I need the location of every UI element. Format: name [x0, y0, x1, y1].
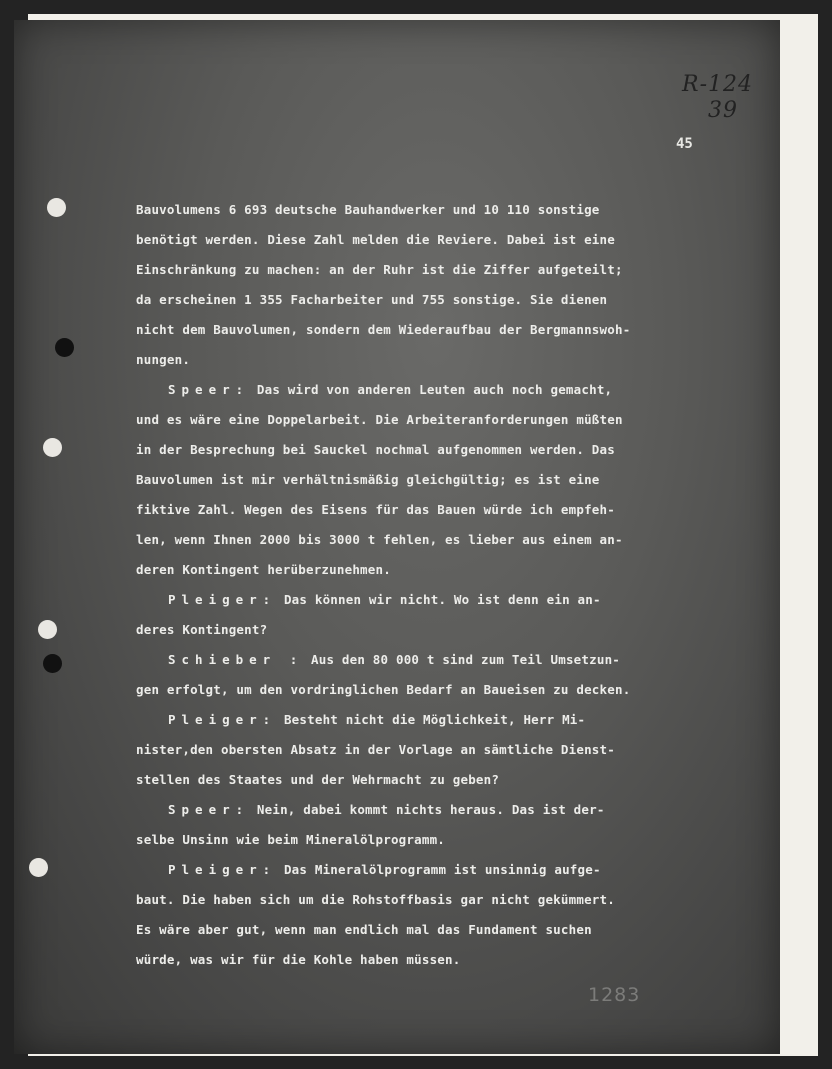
text-line: [136, 255, 711, 285]
handwritten-reference: R-124: [682, 72, 753, 97]
punch-hole: [29, 858, 48, 877]
line-text: baut. Die haben sich um die Rohstoffbasis gar nicht gekümmert.: [136, 892, 615, 907]
text-line: [136, 825, 711, 855]
line-text: Das wird von anderen Leuten auch noch gemacht,: [256, 382, 613, 397]
text-line: [136, 345, 711, 375]
text-line: [136, 765, 711, 795]
line-text: nicht dem Bauvolumen, sondern dem Wiederaufbau der Bergmannswoh-: [136, 322, 631, 337]
text-line: [136, 435, 711, 465]
line-text: selbe Unsinn wie beim Mineralölprogramm.: [136, 832, 446, 847]
text-line: [136, 795, 711, 825]
line-text: len, wenn Ihnen 2000 bis 3000 t fehlen, es lieber aus einem an-: [136, 532, 623, 547]
text-line: [136, 525, 711, 555]
speaker-name: Pleiger:: [168, 862, 277, 877]
text-line: [136, 195, 711, 225]
line-text: Besteht nicht die Möglichkeit, Herr Mi-: [283, 712, 586, 727]
punch-hole: [43, 438, 62, 457]
text-line: [136, 615, 711, 645]
text-line: [136, 495, 711, 525]
text-line: [136, 585, 711, 615]
line-text: deren Kontingent herüberzunehmen.: [136, 562, 391, 577]
line-text: in der Besprechung bei Sauckel nochmal aufgenommen werden. Das: [136, 442, 615, 457]
line-text: da erscheinen 1 355 Facharbeiter und 755 sonstige. Sie dienen: [136, 292, 608, 307]
line-text: nister,den obersten Absatz in der Vorlage an sämtliche Dienst-: [136, 742, 615, 757]
line-text: Es wäre aber gut, wenn man endlich mal das Fundament suchen: [136, 922, 592, 937]
text-line: [136, 855, 711, 885]
document-body: [136, 195, 711, 975]
speaker-name: Speer:: [168, 382, 250, 397]
line-text: gen erfolgt, um den vordringlichen Bedarf an Baueisen zu decken.: [136, 682, 631, 697]
line-text: Bauvolumens 6 693 deutsche Bauhandwerker und 10 110 sonstige: [136, 202, 600, 217]
line-text: stellen des Staates und der Wehrmacht zu geben?: [136, 772, 500, 787]
punch-hole: [47, 198, 66, 217]
line-text: Nein, dabei kommt nichts heraus. Das ist der-: [256, 802, 605, 817]
text-line: [136, 885, 711, 915]
text-line: [136, 465, 711, 495]
text-line: [136, 225, 711, 255]
speaker-name: Pleiger:: [168, 592, 277, 607]
line-text: fiktive Zahl. Wegen des Eisens für das Bauen würde ich empfeh-: [136, 502, 615, 517]
line-text: deres Kontingent?: [136, 622, 268, 637]
speaker-name: Schieber :: [168, 652, 304, 667]
line-text: Einschränkung zu machen: an der Ruhr ist die Ziffer aufgeteilt;: [136, 262, 623, 277]
text-line: [136, 945, 711, 975]
line-text: benötigt werden. Diese Zahl melden die Reviere. Dabei ist eine: [136, 232, 615, 247]
speaker-name: Speer:: [168, 802, 250, 817]
line-text: Bauvolumen ist mir verhältnismäßig gleichgültig; es ist eine: [136, 472, 600, 487]
speaker-name: Pleiger:: [168, 712, 277, 727]
line-text: Das können wir nicht. Wo ist denn ein an-: [283, 592, 601, 607]
text-line: [136, 285, 711, 315]
line-text: Aus den 80 000 t sind zum Teil Umsetzun-: [311, 652, 621, 667]
page-stamp-number: 1283: [588, 984, 641, 1006]
line-text: nungen.: [136, 352, 191, 367]
line-text: Das Mineralölprogramm ist unsinnig aufge-: [283, 862, 601, 877]
text-line: [136, 555, 711, 585]
text-line: [136, 705, 711, 735]
text-line: [136, 735, 711, 765]
text-line: [136, 405, 711, 435]
text-line: [136, 315, 711, 345]
line-text: und es wäre eine Doppelarbeit. Die Arbeiteranforderungen müßten: [136, 412, 623, 427]
handwritten-reference-number: 39: [708, 98, 738, 123]
punch-hole: [38, 620, 57, 639]
page-number: 45: [676, 136, 693, 152]
punch-hole: [55, 338, 74, 357]
text-line: [136, 915, 711, 945]
text-line: [136, 375, 711, 405]
text-line: [136, 675, 711, 705]
text-line: [136, 645, 711, 675]
punch-hole: [43, 654, 62, 673]
line-text: würde, was wir für die Kohle haben müssen.: [136, 952, 461, 967]
